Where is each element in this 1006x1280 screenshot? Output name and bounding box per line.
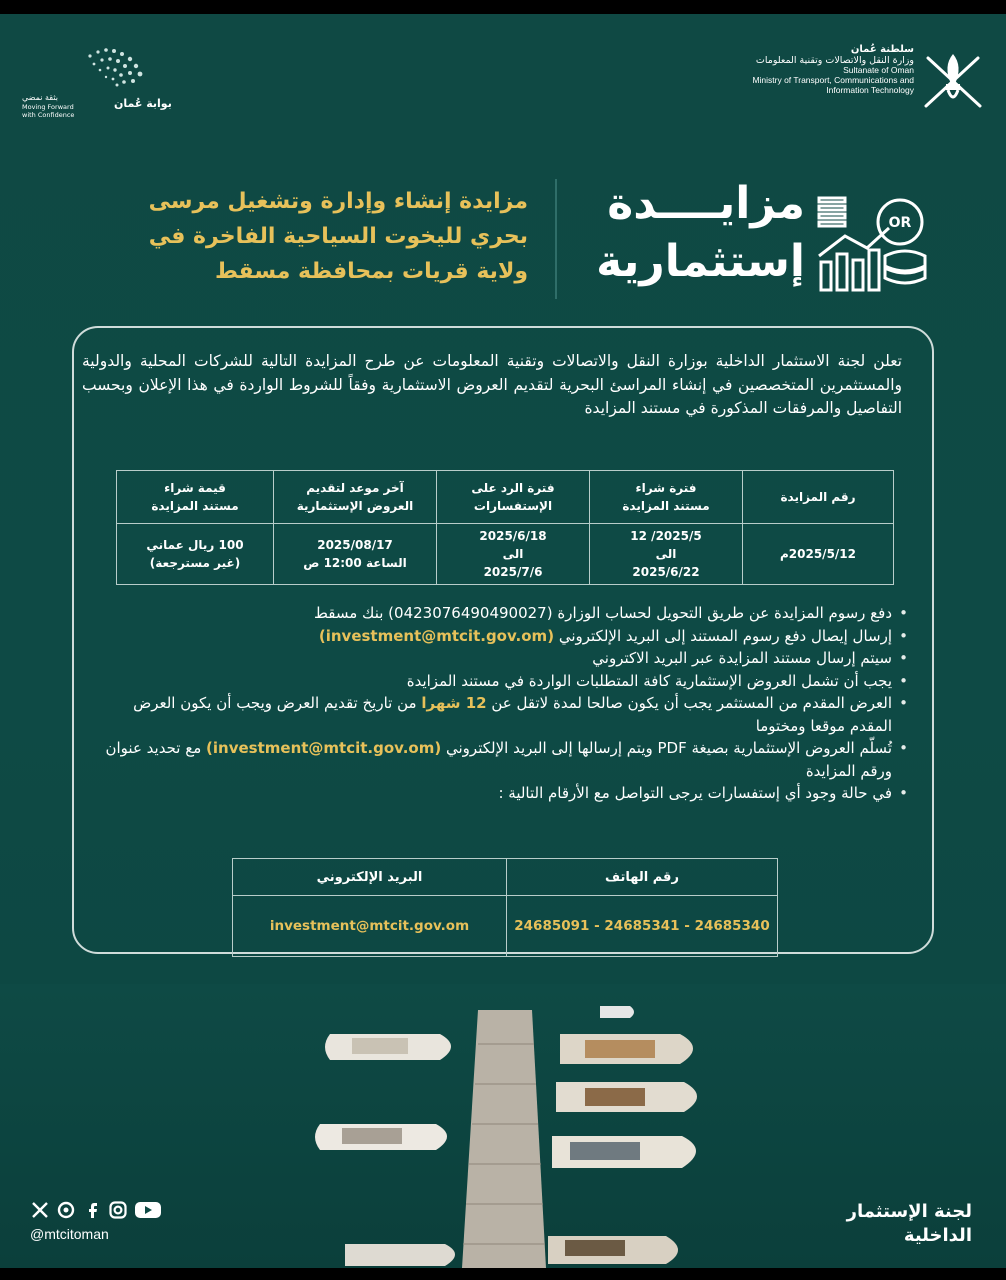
portal-slogan-en-2: with Confidence <box>22 111 75 119</box>
contact-row <box>233 896 778 957</box>
portal-name-ar: بوابة عُمان <box>114 97 172 110</box>
social-handle[interactable]: @mtcitoman <box>30 1226 109 1242</box>
ministry-en-2: Information Technology <box>826 84 914 95</box>
x-twitter-icon[interactable] <box>30 1200 50 1220</box>
portal-slogan-ar: بثقة نمضي <box>22 93 58 102</box>
instagram-icon[interactable] <box>108 1200 128 1220</box>
poster <box>0 14 1006 1268</box>
auction-subject-line-2: بحري لليخوت السياحية الفاخرة في <box>148 224 528 250</box>
sultanate-en: Sultanate of Oman <box>843 65 914 76</box>
cell-inquiry-period: 2025/6/18 الى 2025/7/6 <box>437 524 590 585</box>
cell-auction-number: 2025/5/12م <box>743 524 894 585</box>
email-link[interactable]: (investment@mtcit.gov.om) <box>206 739 442 757</box>
auction-subject <box>48 184 528 290</box>
table-row <box>117 524 894 585</box>
currency-badge-text: OR <box>888 215 912 231</box>
auction-subject-line-1: مزايدة إنشاء وإدارة وتشغيل مرسى <box>148 189 528 214</box>
contact-header-row <box>233 859 778 896</box>
oman-emblem-icon <box>918 44 988 114</box>
contact-table <box>232 858 778 957</box>
committee-line-2: الداخلية <box>903 1225 972 1247</box>
title-line-1: مزايــــدة <box>607 178 805 229</box>
title-line-2: إستثمارية <box>596 236 805 287</box>
ministry-name-block <box>752 44 914 96</box>
list-item: • العرض المقدم من المستثمر يجب أن يكون صالحا لمدة لاتقل عن 12 شهرا من تاريخ تقديم العرض ويجب أن يكون العرض المقدم موقعا ومختوما <box>88 692 908 737</box>
ministry-ar: وزارة النقل والاتصالات وتقنية المعلومات <box>755 54 914 66</box>
list-item: • يجب أن تشمل العروض الإستثمارية كافة المتطلبات الواردة في مستند المزايدة <box>88 670 908 693</box>
contact-email[interactable]: investment@mtcit.gov.om <box>233 896 507 957</box>
threads-icon[interactable] <box>56 1200 76 1220</box>
col-purchase-period: فترة شراء مستند المزايدة <box>590 471 743 524</box>
col-document-price: قيمة شراء مستند المزايدة <box>117 471 274 524</box>
table-header-row <box>117 471 894 524</box>
oman-portal-logo <box>20 42 180 122</box>
cell-document-price: 100 ريال عماني (غير مسترجعة) <box>117 524 274 585</box>
announcement-panel <box>72 326 934 954</box>
investment-chart-icon <box>815 190 935 300</box>
title-divider <box>555 179 557 299</box>
cell-purchase-period: 2025/5/ 12 الى 2025/6/22 <box>590 524 743 585</box>
col-submission-deadline: آخر موعد لتقديم العروض الإستثمارية <box>274 471 437 524</box>
auction-subject-line-3: ولاية قريات بمحافظة مسقط <box>214 259 528 285</box>
intro-paragraph: تعلن لجنة الاستثمار الداخلية بوزارة النقل والاتصالات وتقنية المعلومات عن طرح المزايدة التالية للشركات المحلية والدولية والمستثمرين المتخصصين في إنشاء المراسئ البحرية لتقديم العروض الاستثمارية وفقاً للشروط الواردة في هذا الإعلان وبحسب التفاصيل والمرفقات المذكورة في مستند المزايدة <box>82 352 902 418</box>
email-link[interactable]: (investment@mtcit.gov.om) <box>318 626 555 645</box>
cell-submission-deadline: 2025/08/17 الساعة 12:00 ص <box>274 524 437 585</box>
list-item: • إرسال إيصال دفع رسوم المستند إلى البريد الإلكتروني (investment@mtcit.gov.om) <box>88 625 908 648</box>
col-auction-number: رقم المزايدة <box>743 471 894 524</box>
title-block <box>575 174 955 314</box>
ministry-en-1: Ministry of Transport, Communications and <box>752 75 914 86</box>
validity-period: 12 شهرا <box>421 694 487 712</box>
list-item: • سيتم إرسال مستند المزايدة عبر البريد الاكتروني <box>88 647 908 670</box>
phone-header: رقم الهاتف <box>507 859 778 896</box>
conditions-list <box>88 602 908 805</box>
youtube-icon[interactable] <box>134 1200 162 1220</box>
committee-line-1: لجنة الإستثمار <box>846 1201 972 1222</box>
sultanate-ar: سلطنة عُمان <box>850 44 914 55</box>
portal-slogan-en-1: Moving Forward <box>22 103 74 111</box>
list-item: • دفع رسوم المزايدة عن طريق التحويل لحساب الوزارة (0423076490490027) بنك مسقط <box>88 602 908 625</box>
email-header: البريد الإلكتروني <box>233 859 507 896</box>
social-links <box>30 1200 162 1242</box>
phone-numbers[interactable]: 24685091 - 24685341 - 24685340 <box>507 896 778 957</box>
committee-signature <box>847 1200 972 1249</box>
auction-details-table <box>116 470 894 585</box>
facebook-icon[interactable] <box>82 1200 102 1220</box>
col-inquiry-period: فترة الرد على الإستفسارات <box>437 471 590 524</box>
list-item: • في حالة وجود أي إستفسارات يرجى التواصل مع الأرقام التالية : <box>88 782 908 805</box>
list-item: • تُسلّم العروض الإستثمارية بصيغة PDF ويتم إرسالها إلى البريد الإلكتروني (investment@mtcit.gov.om) مع تحديد عنوان ورقم المزايدة <box>88 737 908 782</box>
